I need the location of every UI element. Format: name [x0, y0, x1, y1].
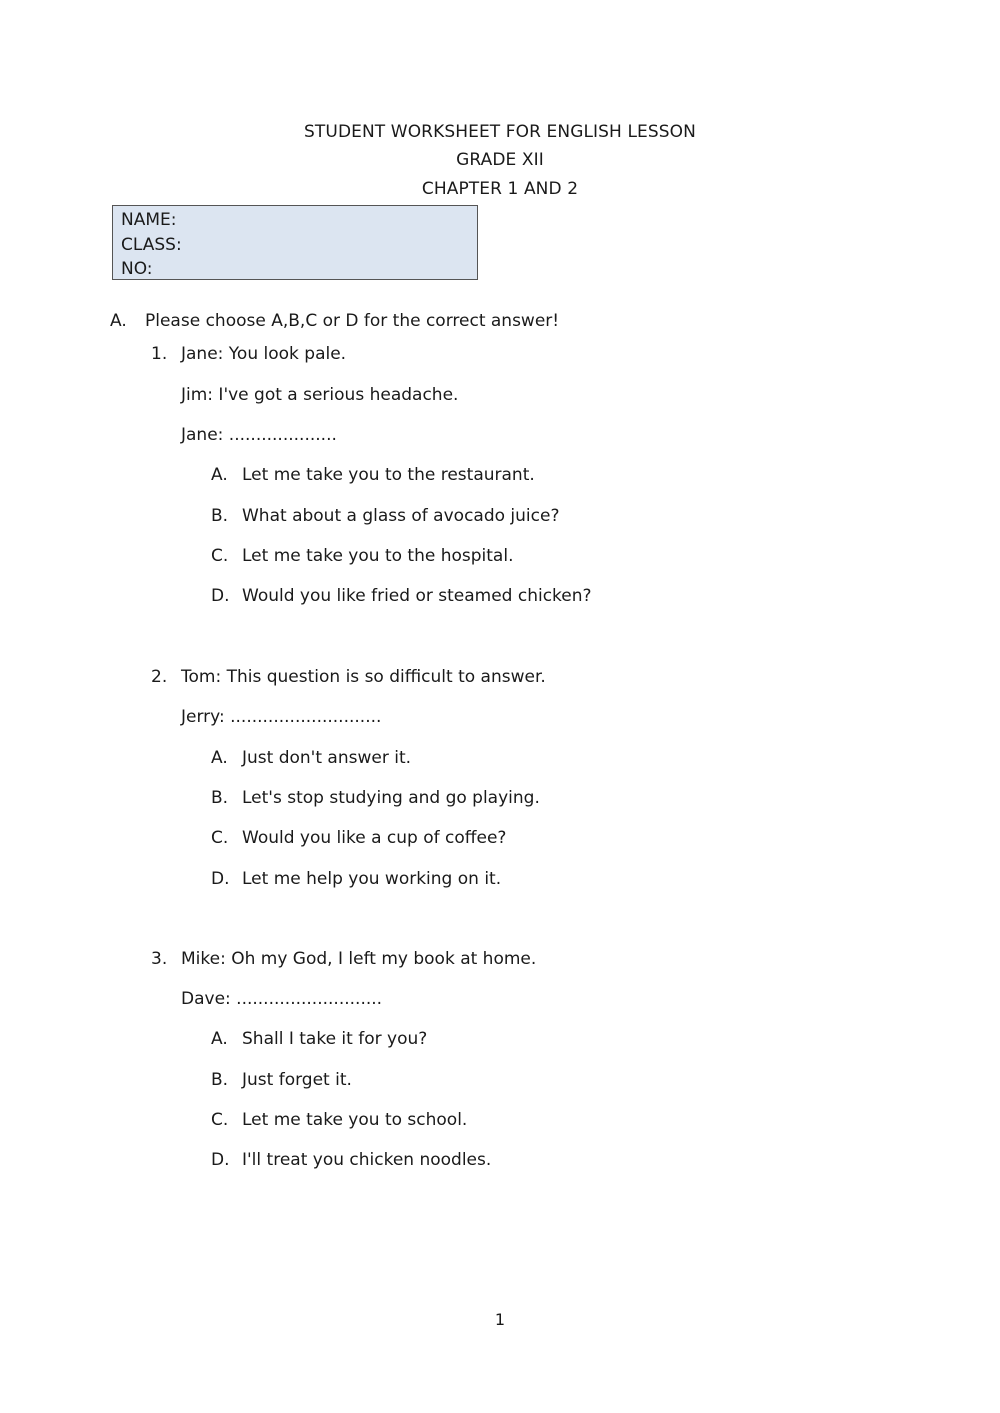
- name-field-label: NAME:: [121, 210, 177, 230]
- option-text: Would you like a cup of coffee?: [242, 828, 507, 848]
- option-text: Just forget it.: [242, 1070, 352, 1090]
- number-field-label: NO:: [121, 259, 153, 279]
- option-text: Let me help you working on it.: [242, 869, 502, 889]
- option-letter: D.: [211, 1150, 230, 1170]
- worksheet-title: STUDENT WORKSHEET FOR ENGLISH LESSON: [304, 122, 696, 142]
- chapter-label: CHAPTER 1 AND 2: [421, 179, 579, 199]
- question-line: Jim: I've got a serious headache.: [181, 385, 459, 405]
- option-letter: B.: [211, 506, 229, 526]
- question-line: Tom: This question is so difficult to answer.: [181, 667, 546, 687]
- page-number: 1: [494, 1310, 506, 1329]
- option-text: Shall I take it for you?: [242, 1029, 428, 1049]
- option-text: Let's stop studying and go playing.: [242, 788, 540, 808]
- question-number: 3.: [151, 949, 168, 969]
- option-text: Would you like fried or steamed chicken?: [242, 586, 592, 606]
- question-number: 2.: [151, 667, 168, 687]
- question-line: Jerry: ............................: [181, 707, 382, 727]
- option-text: Let me take you to the hospital.: [242, 546, 514, 566]
- section-instruction: Please choose A,B,C or D for the correct answer!: [145, 311, 560, 331]
- option-letter: B.: [211, 788, 229, 808]
- option-letter: C.: [211, 828, 229, 848]
- option-letter: D.: [211, 586, 230, 606]
- class-field-label: CLASS:: [121, 234, 182, 255]
- grade-label: GRADE XII: [456, 150, 544, 170]
- option-text: I'll treat you chicken noodles.: [242, 1150, 492, 1170]
- question-line: Jane: ....................: [181, 425, 337, 445]
- option-text: Just don't answer it.: [242, 748, 412, 768]
- option-letter: B.: [211, 1070, 229, 1090]
- option-letter: A.: [211, 748, 228, 768]
- option-letter: C.: [211, 546, 229, 566]
- option-letter: C.: [211, 1110, 229, 1130]
- option-text: Let me take you to school.: [242, 1110, 468, 1130]
- section-letter: A.: [110, 311, 127, 331]
- question-number: 1.: [151, 344, 168, 364]
- student-info-box: [112, 205, 478, 280]
- question-line: Jane: You look pale.: [181, 344, 347, 364]
- option-letter: D.: [211, 869, 230, 889]
- question-line: Dave: ...........................: [181, 989, 383, 1009]
- option-letter: A.: [211, 465, 228, 485]
- option-letter: A.: [211, 1029, 228, 1049]
- question-line: Mike: Oh my God, I left my book at home.: [181, 949, 537, 969]
- option-text: Let me take you to the restaurant.: [242, 465, 535, 485]
- option-text: What about a glass of avocado juice?: [242, 506, 560, 526]
